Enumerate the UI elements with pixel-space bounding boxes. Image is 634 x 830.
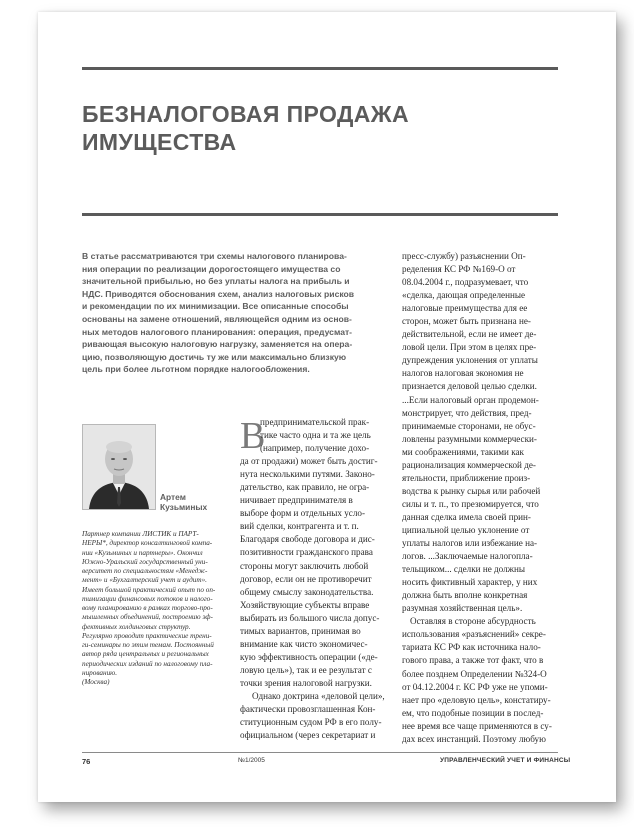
lead-line: и рекомендации по их минимизации. Все описанные способы <box>82 301 349 312</box>
title-line: ИМУЩЕСТВА <box>82 129 237 155</box>
body-line: носить фиктивный характер, у них <box>402 577 538 588</box>
body-line: принимаемые сторонами, не обус- <box>402 420 536 431</box>
body-line: договор, если он не противоречит <box>240 573 372 584</box>
body-line: ципиальной целью уклонение от <box>402 524 530 535</box>
bio-line: Имеет большой практический опыт по оп- <box>82 585 216 594</box>
bio-line: фективных холдинговых структур. <box>82 622 191 631</box>
body-line: официальном (через секретариат и <box>240 730 376 741</box>
body-line: ределения КС РФ №169-О от <box>402 264 516 275</box>
author-name <box>160 492 207 512</box>
body-line: ституционным судом РФ в его полу- <box>240 717 382 728</box>
body-line: ...Если налоговый орган продемон- <box>402 394 539 405</box>
body-line: тимых вариантов, принимая во <box>240 625 361 636</box>
body-line: сторон, может быть признана не- <box>402 316 531 327</box>
body-line: ничивает предпринимателя в <box>240 495 353 506</box>
body-line: от 04.12.2004 г. КС РФ уже не упоми- <box>402 681 548 692</box>
top-rule <box>82 67 558 70</box>
body-line: да от продажи) может быть достиг- <box>240 456 378 467</box>
body-line: предпринимательской прак- <box>260 417 370 427</box>
lead-line: ных методов налогового планирования: операция, предусмат- <box>82 326 353 337</box>
body-line: Хозяйствующие субъекты вправе <box>240 599 370 610</box>
body-line: силы и т. п., то презюмируется, что <box>402 498 539 509</box>
body-column-2 <box>402 250 557 746</box>
bio-line: Южно-Уральский государственный уни- <box>82 557 208 566</box>
body-line: налогов налоговая экономия не <box>402 368 524 379</box>
body-line: Однако доктрина «деловой цели», <box>252 690 385 701</box>
body-line: использования «разъяснений» секре- <box>402 629 546 640</box>
body-line: нее время все чаще применяются в су- <box>402 720 552 731</box>
body-line: дах всех инстанций. Поэтому любую <box>402 733 546 744</box>
body-line: ловой цели. При этом в целях пре- <box>402 342 537 353</box>
title-line: БЕЗНАЛОГОВАЯ ПРОДАЖА <box>82 101 409 127</box>
body-line: водства к рынку сырья или рабочей <box>402 485 541 496</box>
author-portrait-image <box>83 425 155 509</box>
lead-line: основаны на замене отношений, являющейся одним из основ- <box>82 313 352 324</box>
body-line: действительной, если не имеет де- <box>402 329 537 340</box>
body-line: монстрирует, что действия, пред- <box>402 407 532 418</box>
body-line: гового права, а также тот факт, что в <box>402 655 544 666</box>
body-line: дупреждения уклонения от уплаты <box>402 355 538 366</box>
lead-line: цель при более льготном порядке налогообложения. <box>82 364 310 375</box>
bio-line: верситет по специальностям «Менедж- <box>82 567 208 575</box>
magazine-page <box>38 12 616 802</box>
body-line: должна быть вполне конкретная <box>402 590 528 601</box>
lead-line: цию, позволяющую достичь ту же или максимально близкую <box>82 351 347 362</box>
body-line: точки зрения налоговой нагрузки. <box>240 677 372 688</box>
body-line: нута несколькими путями. Законо- <box>240 469 375 480</box>
bio-line: периодических изданий по налоговому пла- <box>82 659 213 668</box>
lead-line: В статье рассматриваются три схемы налогового планирова- <box>82 251 347 261</box>
body-line: 08.04.2004 г., подразумевает, что <box>402 277 529 288</box>
bio-line: ги-семинары по этим темам. Постоянный <box>82 641 214 649</box>
body-line: налоговые преимущества для ее <box>402 303 528 314</box>
bio-line: Регулярно проводит практические трени- <box>82 631 212 640</box>
body-line: кую эффективность операции («де- <box>240 651 378 662</box>
body-line: общему смыслу законодательства. <box>240 586 374 597</box>
body-line: внимание как чисто экономичес- <box>240 638 368 649</box>
body-line: ловую цель»), так и ее результат с <box>240 664 372 675</box>
bio-line: мент» и «Бухгалтерский учет и аудит». <box>82 576 207 585</box>
article-title <box>82 100 552 156</box>
body-line: ловлены разумными коммерчески- <box>402 433 537 444</box>
body-line: вий сделки, контрагента и т. п. <box>240 521 359 532</box>
body-line: признается деловой целью сделки. <box>402 381 537 392</box>
body-line: тике часто одна и та же цель <box>260 430 371 441</box>
body-line: рационализация коммерческой де- <box>402 459 536 470</box>
body-line: дательство, как правило, не огра- <box>240 482 370 493</box>
body-line: ми соображениями, такими как <box>402 446 524 457</box>
body-line: данная сделка имела своей прин- <box>402 511 531 522</box>
body-line: уплаты налогов или избежание на- <box>402 538 538 549</box>
lead-line: значительной прибылью, но без уплаты налога на прибыль и <box>82 276 350 287</box>
bio-line: НЕРЫ*, директор консалтинговой компа- <box>82 539 213 548</box>
bio-line: Партнер компании ЛИСТИК и ПАРТ- <box>82 530 199 538</box>
article-lead <box>82 250 382 376</box>
issue-number: №1/2005 <box>238 757 265 764</box>
body-line: позитивности гражданского права <box>240 547 373 558</box>
body-line: пресс-службу) разъяснении Оп- <box>402 251 526 261</box>
lead-line: НДС. Приводятся обоснования схем, анализ налоговых рисков <box>82 288 355 299</box>
body-line: стороны могут заключить любой <box>240 560 369 571</box>
body-line: ем, что подобные позиции в послед- <box>402 707 544 718</box>
body-line: нает про «деловую цель», констатиру- <box>402 694 551 705</box>
body-line: фактически провозглашенная Кон- <box>240 704 376 715</box>
author-bio <box>82 530 250 687</box>
author-last-name: Кузьминых <box>160 502 208 512</box>
body-line: (например, получение дохо- <box>260 443 370 454</box>
body-column-1 <box>240 416 390 742</box>
lead-line: ния операции по реализации дорогостоящего имущества со <box>82 263 341 274</box>
bio-line: вому планированию в рамках торгово-про- <box>82 604 213 612</box>
title-rule <box>82 213 558 216</box>
body-line: тельщиком... сделки не должны <box>402 564 525 575</box>
body-line: Благодаря свободе договора и дис- <box>240 534 375 545</box>
magazine-name: УПРАВЛЕНЧЕСКИЙ УЧЕТ И ФИНАНСЫ <box>440 757 571 764</box>
body-line: логов. ...Заключаемые налогопла- <box>402 551 533 562</box>
footer-rule <box>82 752 558 753</box>
bio-line: (Москва) <box>82 678 110 686</box>
body-line: выборе форм и отдельных усло- <box>240 508 366 519</box>
body-line: выбирать из большого числа допус- <box>240 612 380 623</box>
bio-line: нии «Кузьминых и партнеры». Окончил <box>82 548 203 557</box>
body-line: ятельности, приближение произ- <box>402 472 531 483</box>
bio-line: нированию. <box>82 668 118 677</box>
page-number: 76 <box>82 757 91 766</box>
bio-line: мышленных объединений, построению эф- <box>82 613 213 622</box>
body-line: разумная хозяйственная цель». <box>402 603 523 614</box>
lead-line: ривающая высокую налоговую нагрузку, заменяется на опера- <box>82 339 353 350</box>
bio-line: автор ряда центральных и региональных <box>82 650 209 659</box>
drop-cap: В <box>240 415 266 457</box>
author-first-name: Артем <box>160 492 186 502</box>
body-line: более позднем Определении №324-О <box>402 668 547 679</box>
body-line: Оставляя в стороне абсурдность <box>410 616 536 627</box>
body-line: «сделка, дающая определенные <box>402 290 526 301</box>
author-photo <box>82 424 156 510</box>
bio-line: тимизации финансовых потоков и налого- <box>82 594 213 603</box>
body-line: тариата КС РФ как источника нало- <box>402 642 541 653</box>
